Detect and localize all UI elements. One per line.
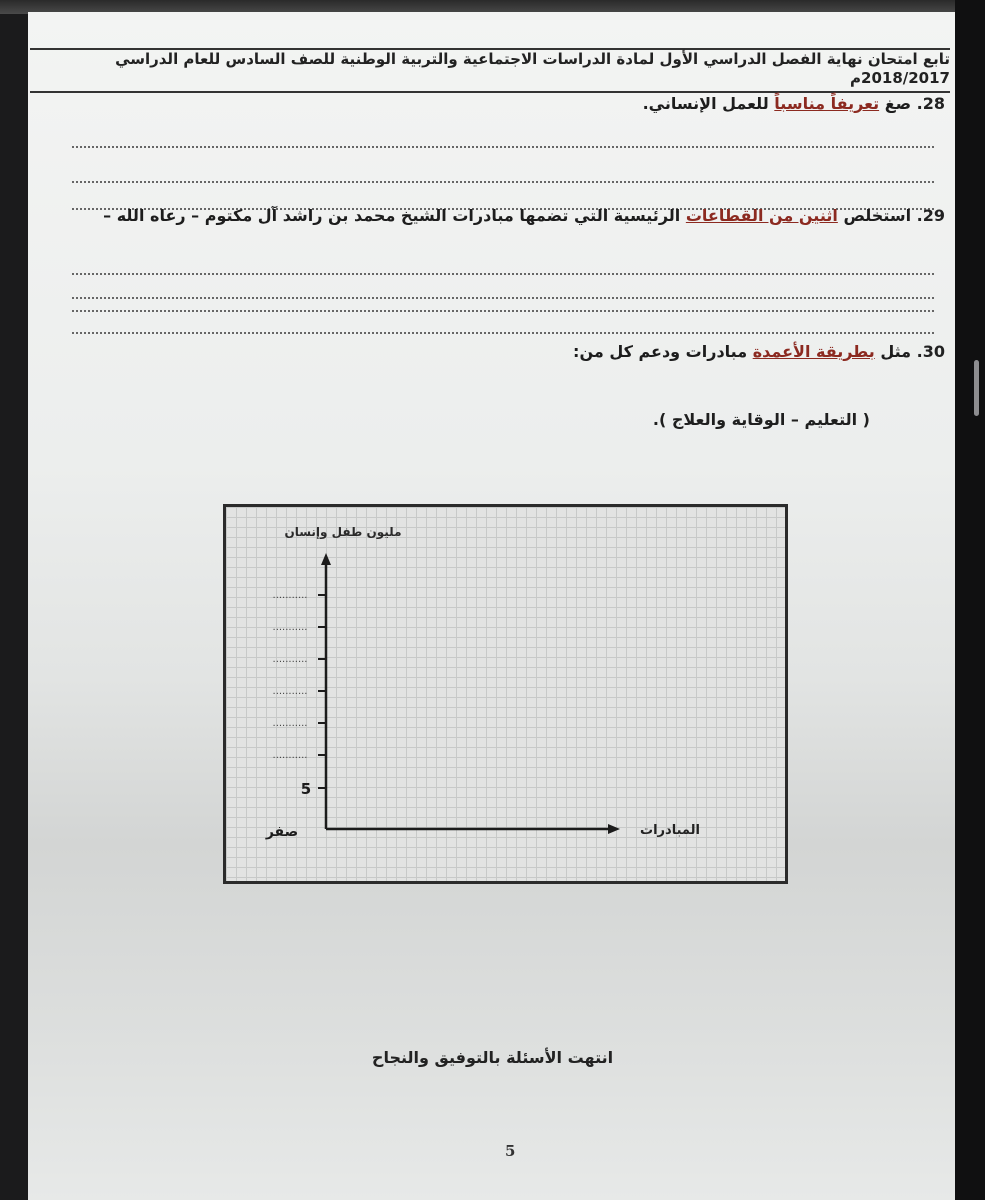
y-tick-label-blank[interactable]: ........... bbox=[272, 718, 308, 729]
question-29 bbox=[103, 206, 945, 225]
answer-line[interactable] bbox=[72, 146, 934, 148]
answer-line[interactable] bbox=[72, 332, 934, 334]
question-28 bbox=[643, 94, 945, 113]
y-axis-label: مليون طفل وإنسان bbox=[284, 525, 402, 539]
answer-line[interactable] bbox=[72, 310, 934, 312]
question-29-highlight: اثنين من القطاعات bbox=[685, 206, 838, 225]
y-tick-label-blank[interactable]: ........... bbox=[272, 622, 308, 633]
origin-label: صفر bbox=[265, 824, 299, 840]
y-tick-label-blank[interactable]: ........... bbox=[272, 750, 308, 761]
blank-tick-group bbox=[273, 590, 326, 761]
question-30-number: 30. bbox=[916, 342, 945, 361]
question-30-highlight: بطريقة الأعمدة bbox=[752, 342, 875, 361]
x-axis-label: المبادرات bbox=[640, 823, 700, 838]
bar-chart bbox=[226, 507, 791, 887]
question-28-number: 28. bbox=[916, 94, 945, 113]
answer-line[interactable] bbox=[72, 297, 934, 299]
question-28-rest: للعمل الإنساني. bbox=[642, 94, 769, 113]
device-side-bar bbox=[955, 0, 985, 1200]
y-tick-label-blank[interactable]: ........... bbox=[272, 686, 308, 697]
question-30-verb: مثل bbox=[880, 342, 912, 361]
page-number: 5 bbox=[505, 1142, 516, 1160]
scroll-handle[interactable] bbox=[974, 360, 979, 416]
y-tick-label-blank[interactable]: ........... bbox=[272, 590, 308, 601]
question-30 bbox=[573, 342, 945, 361]
question-29-number: 29. bbox=[916, 206, 945, 225]
question-29-rest: الرئيسية التي تضمها مبادرات الشيخ محمد بن راشد آل مكتوم – رعاه الله – bbox=[103, 206, 681, 225]
y-tick-label-blank[interactable]: ........... bbox=[272, 654, 308, 665]
question-30-items: ( التعليم – الوقاية والعلاج ). bbox=[652, 410, 870, 429]
closing-message: انتهت الأسئلة بالتوفيق والنجاح bbox=[371, 1048, 614, 1067]
question-30-rest: مبادرات ودعم كل من: bbox=[573, 342, 748, 361]
exam-header: تابع امتحان نهاية الفصل الدراسي الأول لمادة الدراسات الاجتماعية والتربية الوطنية للصف السادس للعام الدراسي 2018/2017م bbox=[115, 50, 950, 87]
question-28-highlight: تعريفاً مناسباً bbox=[774, 94, 880, 113]
x-axis-arrow-icon bbox=[608, 824, 620, 834]
header-rule-bottom bbox=[30, 91, 950, 93]
answer-line[interactable] bbox=[72, 181, 934, 183]
y-tick-label-5: 5 bbox=[300, 780, 312, 798]
question-28-verb: صغ bbox=[884, 94, 912, 113]
question-29-verb: استخلص bbox=[843, 206, 912, 225]
bar-chart-frame[interactable] bbox=[223, 504, 788, 884]
y-axis-arrow-icon bbox=[321, 553, 331, 565]
answer-line[interactable] bbox=[72, 273, 934, 275]
